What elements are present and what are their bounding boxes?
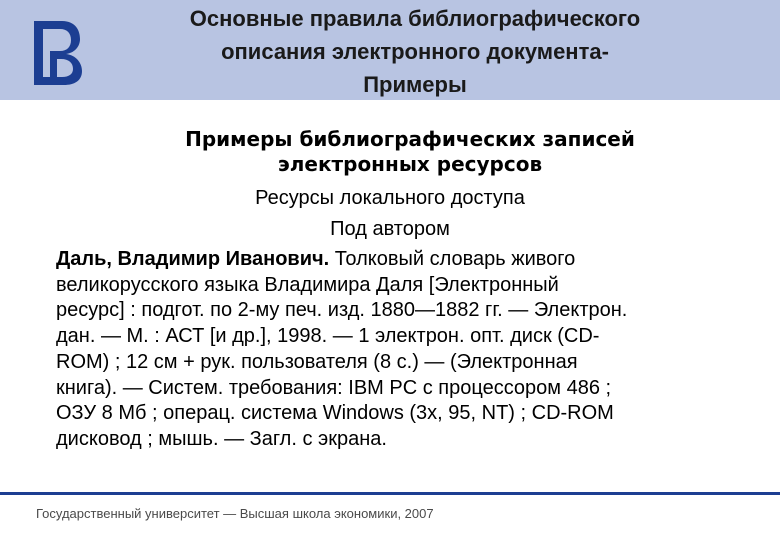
bibliographic-entry	[56, 247, 756, 453]
slide-header	[0, 0, 780, 100]
subtitle-line: Примеры библиографических записей	[185, 127, 635, 151]
footer-divider	[0, 492, 780, 495]
section-subtitle	[60, 127, 760, 177]
hse-logo-icon	[28, 15, 88, 91]
title-line: Примеры	[363, 72, 467, 97]
entry-title-start: Толковый словарь живого	[329, 248, 576, 270]
entry-line: ресурс] : подгот. по 2-му печ. изд. 1880—1882 гг. — Электрон.	[56, 299, 628, 322]
entry-line: книга). — Систем. требования: IBM PC с процессором 486 ;	[56, 376, 612, 399]
entry-author: Даль, Владимир Иванович.	[56, 248, 330, 270]
entry-line: ROM) ; 12 см + рук. пользователя (8 с.) — (Электронная	[56, 350, 578, 373]
subtitle-line: электронных ресурсов	[277, 152, 543, 176]
entry-first-line	[56, 247, 756, 273]
entry-line: дисковод ; мышь. — Загл. с экрана.	[56, 427, 387, 450]
title-line: Основные правила библиографического	[189, 6, 641, 31]
entry-line: ОЗУ 8 Мб ; операц. система Windows (3x, 95, NT) ; CD-ROM	[56, 402, 614, 425]
title-line: описания электронного документа-	[221, 39, 609, 64]
slide-title	[120, 2, 710, 101]
entry-line: великорусского языка Владимира Даля [Электронный	[56, 273, 559, 296]
heading-type: Под автором	[330, 218, 450, 240]
entry-line: дан. — М. : АСТ [и др.], 1998. — 1 электрон. опт. диск (CD-	[56, 325, 600, 348]
footer-text: Государственный университет — Высшая школа экономики, 2007	[36, 506, 434, 521]
resource-type: Ресурсы локального доступа	[255, 187, 525, 209]
